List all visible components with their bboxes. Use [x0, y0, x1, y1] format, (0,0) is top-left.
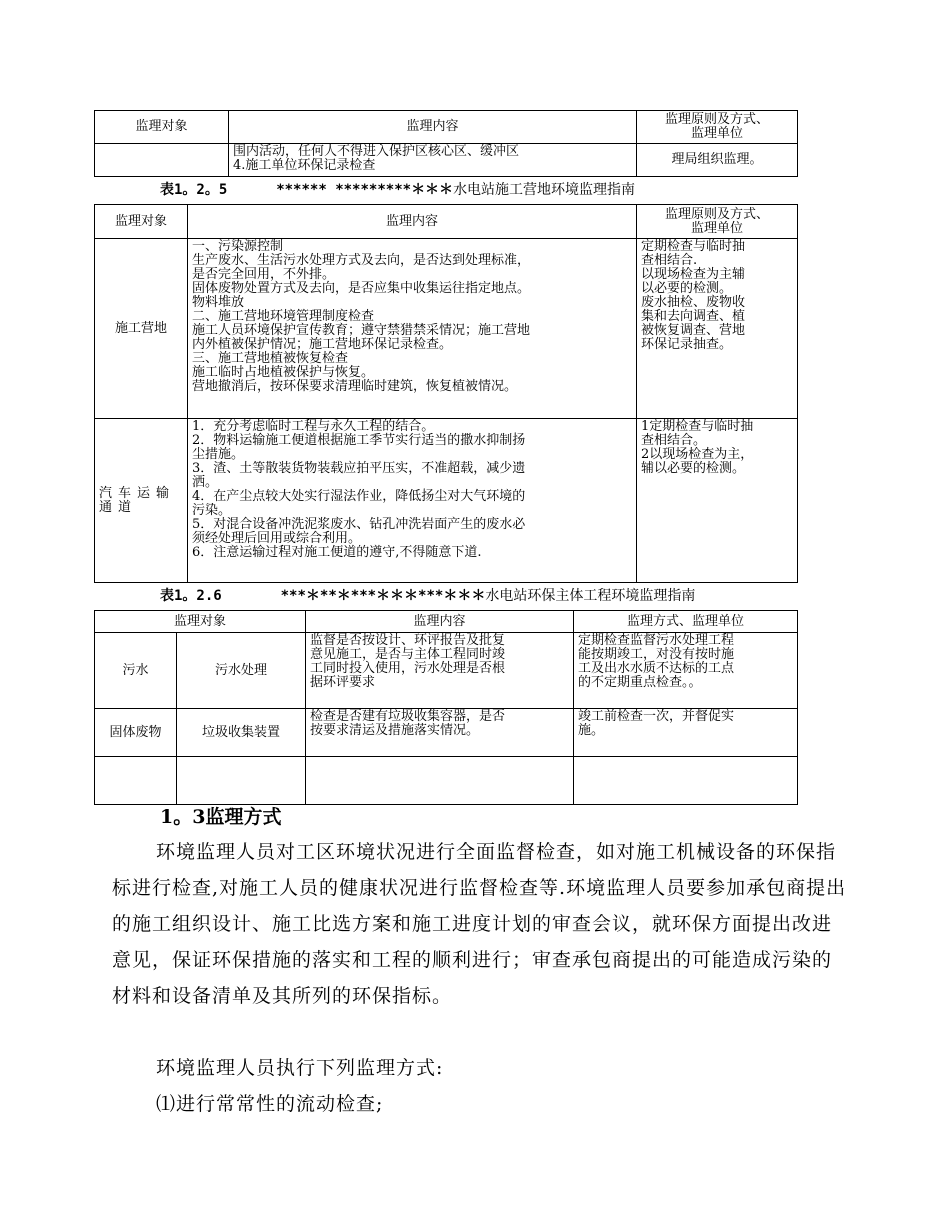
principle-line: 被恢复调查、营地	[641, 323, 746, 338]
empty-cell	[306, 757, 574, 805]
principle-line: 定期检查与临时抽	[641, 239, 746, 254]
method-line: 施。	[578, 723, 605, 738]
header-content: 监理内容	[188, 205, 637, 239]
content-line: 三、施工营地植被恢复检查	[192, 351, 349, 366]
content-line: 是否完全回用，不外排。	[192, 267, 336, 282]
content-line: 尘措施。	[192, 447, 245, 462]
section-heading: 1。3监理方式	[160, 806, 282, 828]
content-line: 6．注意运输过程对施工便道的遵守,不得随意下道.	[192, 545, 482, 560]
cell-content	[188, 239, 637, 419]
cell-principle	[637, 419, 798, 583]
header-object: 监理对象	[95, 611, 306, 633]
content-line: 4．在产尘点较大处实行湿法作业，降低扬尘对大气环境的	[192, 489, 526, 504]
cell-object: 汽车运输通道	[95, 419, 188, 583]
caption-number: 表1。2。5	[160, 182, 228, 198]
cell-facility: 垃圾收集装置	[177, 709, 306, 757]
header-principle: 监理原则及方式、 监理单位	[637, 205, 798, 239]
content-line: 洒。	[192, 475, 219, 490]
caption-masked-text: ***＊**＊***＊＊＊***＊＊＊	[280, 588, 486, 604]
method-line: 定期检查监督污水处理工程	[578, 633, 735, 648]
header-object: 监理对象	[95, 205, 188, 239]
method-line: 的不定期重点检查。。	[578, 675, 702, 690]
content-line: 一、污染源控制	[192, 239, 284, 254]
content-line: 固体废物处置方式及去向，是否应集中收集运往指定地点。	[192, 281, 531, 296]
cell-object: 污水	[95, 633, 177, 709]
content-line: 1．充分考虑临时工程与永久工程的结合。	[192, 419, 435, 434]
empty-cell	[574, 757, 798, 805]
cell-method	[574, 709, 798, 757]
principle-line: 2以现场检查为主，	[641, 447, 754, 462]
content-line: 2．物料运输施工便道根据施工季节实行适当的撒水抑制扬	[192, 433, 526, 448]
principle-line: 以现场检查为主辅	[641, 267, 746, 282]
header-object: 监理对象	[95, 111, 229, 144]
table-caption-126	[160, 585, 695, 605]
principle-line: 辅以必要的检测。	[641, 461, 746, 476]
cell-method	[574, 633, 798, 709]
content-line: 监督是否按设计、环评报告及批复	[310, 633, 506, 648]
content-line: 5．对混合设备冲洗泥浆废水、钻孔冲洗岩面产生的废水必	[192, 517, 526, 532]
table-125	[94, 204, 798, 583]
method-line: 竣工前检查一次，并督促实	[578, 709, 735, 724]
caption-title: 水电站施工营地环境监理指南	[453, 182, 636, 198]
content-line: 施工临时占地植被保护与恢复。	[192, 365, 375, 380]
header-method: 监理方式、监理单位	[574, 611, 798, 633]
principle-line: 1定期检查与临时抽	[641, 419, 754, 434]
content-line: 二、施工营地环境管理制度检查	[192, 309, 375, 324]
body-paragraph: ⑴进行常常性的流动检查;	[156, 1093, 384, 1115]
cell-content	[229, 144, 637, 177]
header-content: 监理内容	[229, 111, 637, 144]
content-line: 须经处理后回用或综合利用。	[192, 531, 362, 546]
table-caption-125	[160, 179, 635, 199]
content-line: 意见施工，是否与主体工程同时竣	[310, 647, 506, 662]
principle-line: 查相结合.	[641, 253, 698, 268]
caption-number: 表1。2.6	[160, 588, 222, 604]
body-paragraph: 环境监理人员对工区环境状况进行全面监督检查，如对施工机械设备的环保指标进行检查,对施工人员的健康状况进行监督检查等.环境监理人员要参加承包商提出的施工组织设计、施工比选方案和施工进度计划的审查会议，就环保方面提出改进意见，保证环保措施的落实和工程的顺利进行；审查承包商提出的可能造成污染的材料和设备清单及其所列的环保指标。	[112, 841, 847, 1007]
header-principle: 监理原则及方式、 监理单位	[637, 111, 798, 144]
cell-principle	[637, 239, 798, 419]
method-line: 能按期竣工，对没有按时施	[578, 647, 735, 662]
cell-facility: 污水处理	[177, 633, 306, 709]
content-line: 工同时投入使用，污水处理是否根	[310, 661, 506, 676]
content-line: 施工人员环境保护宣传教育；遵守禁猎禁采情况；施工营地	[192, 323, 531, 338]
content-line: 3．渣、土等散装货物装载应拍平压实，不准超载，减少遗	[192, 461, 526, 476]
empty-cell	[95, 757, 177, 805]
content-line: 生产废水、生活污水处理方式及去向，是否达到处理标准，	[192, 253, 531, 268]
content-line: 据环评要求	[310, 675, 376, 690]
cell-content	[306, 709, 574, 757]
cell-principle: 理局组织监理。	[637, 144, 798, 177]
content-line: 围内活动，任何人不得进入保护区核心区、缓冲区	[233, 144, 520, 159]
content-line: 检查是否建有垃圾收集容器，是否	[310, 709, 506, 724]
table-top	[94, 110, 798, 177]
method-line: 工及出水水质不达标的工点	[578, 661, 735, 676]
principle-line: 以必要的检测。	[641, 281, 733, 296]
cell-object	[95, 144, 229, 177]
cell-object: 施工营地	[95, 239, 188, 419]
principle-line: 废水抽检、废物收	[641, 295, 746, 310]
content-line: 4.施工单位环保记录检查	[233, 158, 376, 173]
content-line: 内外植被保护情况；施工营地环保记录检查。	[192, 337, 453, 352]
content-line: 污染。	[192, 503, 232, 518]
content-line: 物料堆放	[192, 295, 245, 310]
content-line: 营地撤消后，按环保要求清理临时建筑，恢复植被情况。	[192, 379, 518, 394]
empty-cell	[177, 757, 306, 805]
cell-object: 固体废物	[95, 709, 177, 757]
cell-content	[188, 419, 637, 583]
header-content: 监理内容	[306, 611, 574, 633]
body-paragraph: 环境监理人员执行下列监理方式:	[156, 1057, 444, 1079]
caption-title: 水电站环保主体工程环境监理指南	[485, 588, 696, 604]
cell-content	[306, 633, 574, 709]
table-126	[94, 610, 798, 805]
principle-line: 环保记录抽查。	[641, 337, 733, 352]
content-line: 按要求清运及措施落实情况。	[310, 723, 480, 738]
principle-line: 查相结合。	[641, 433, 707, 448]
caption-masked-text: ****** *********＊＊＊	[276, 182, 454, 198]
principle-line: 集和去向调查、植	[641, 309, 746, 324]
